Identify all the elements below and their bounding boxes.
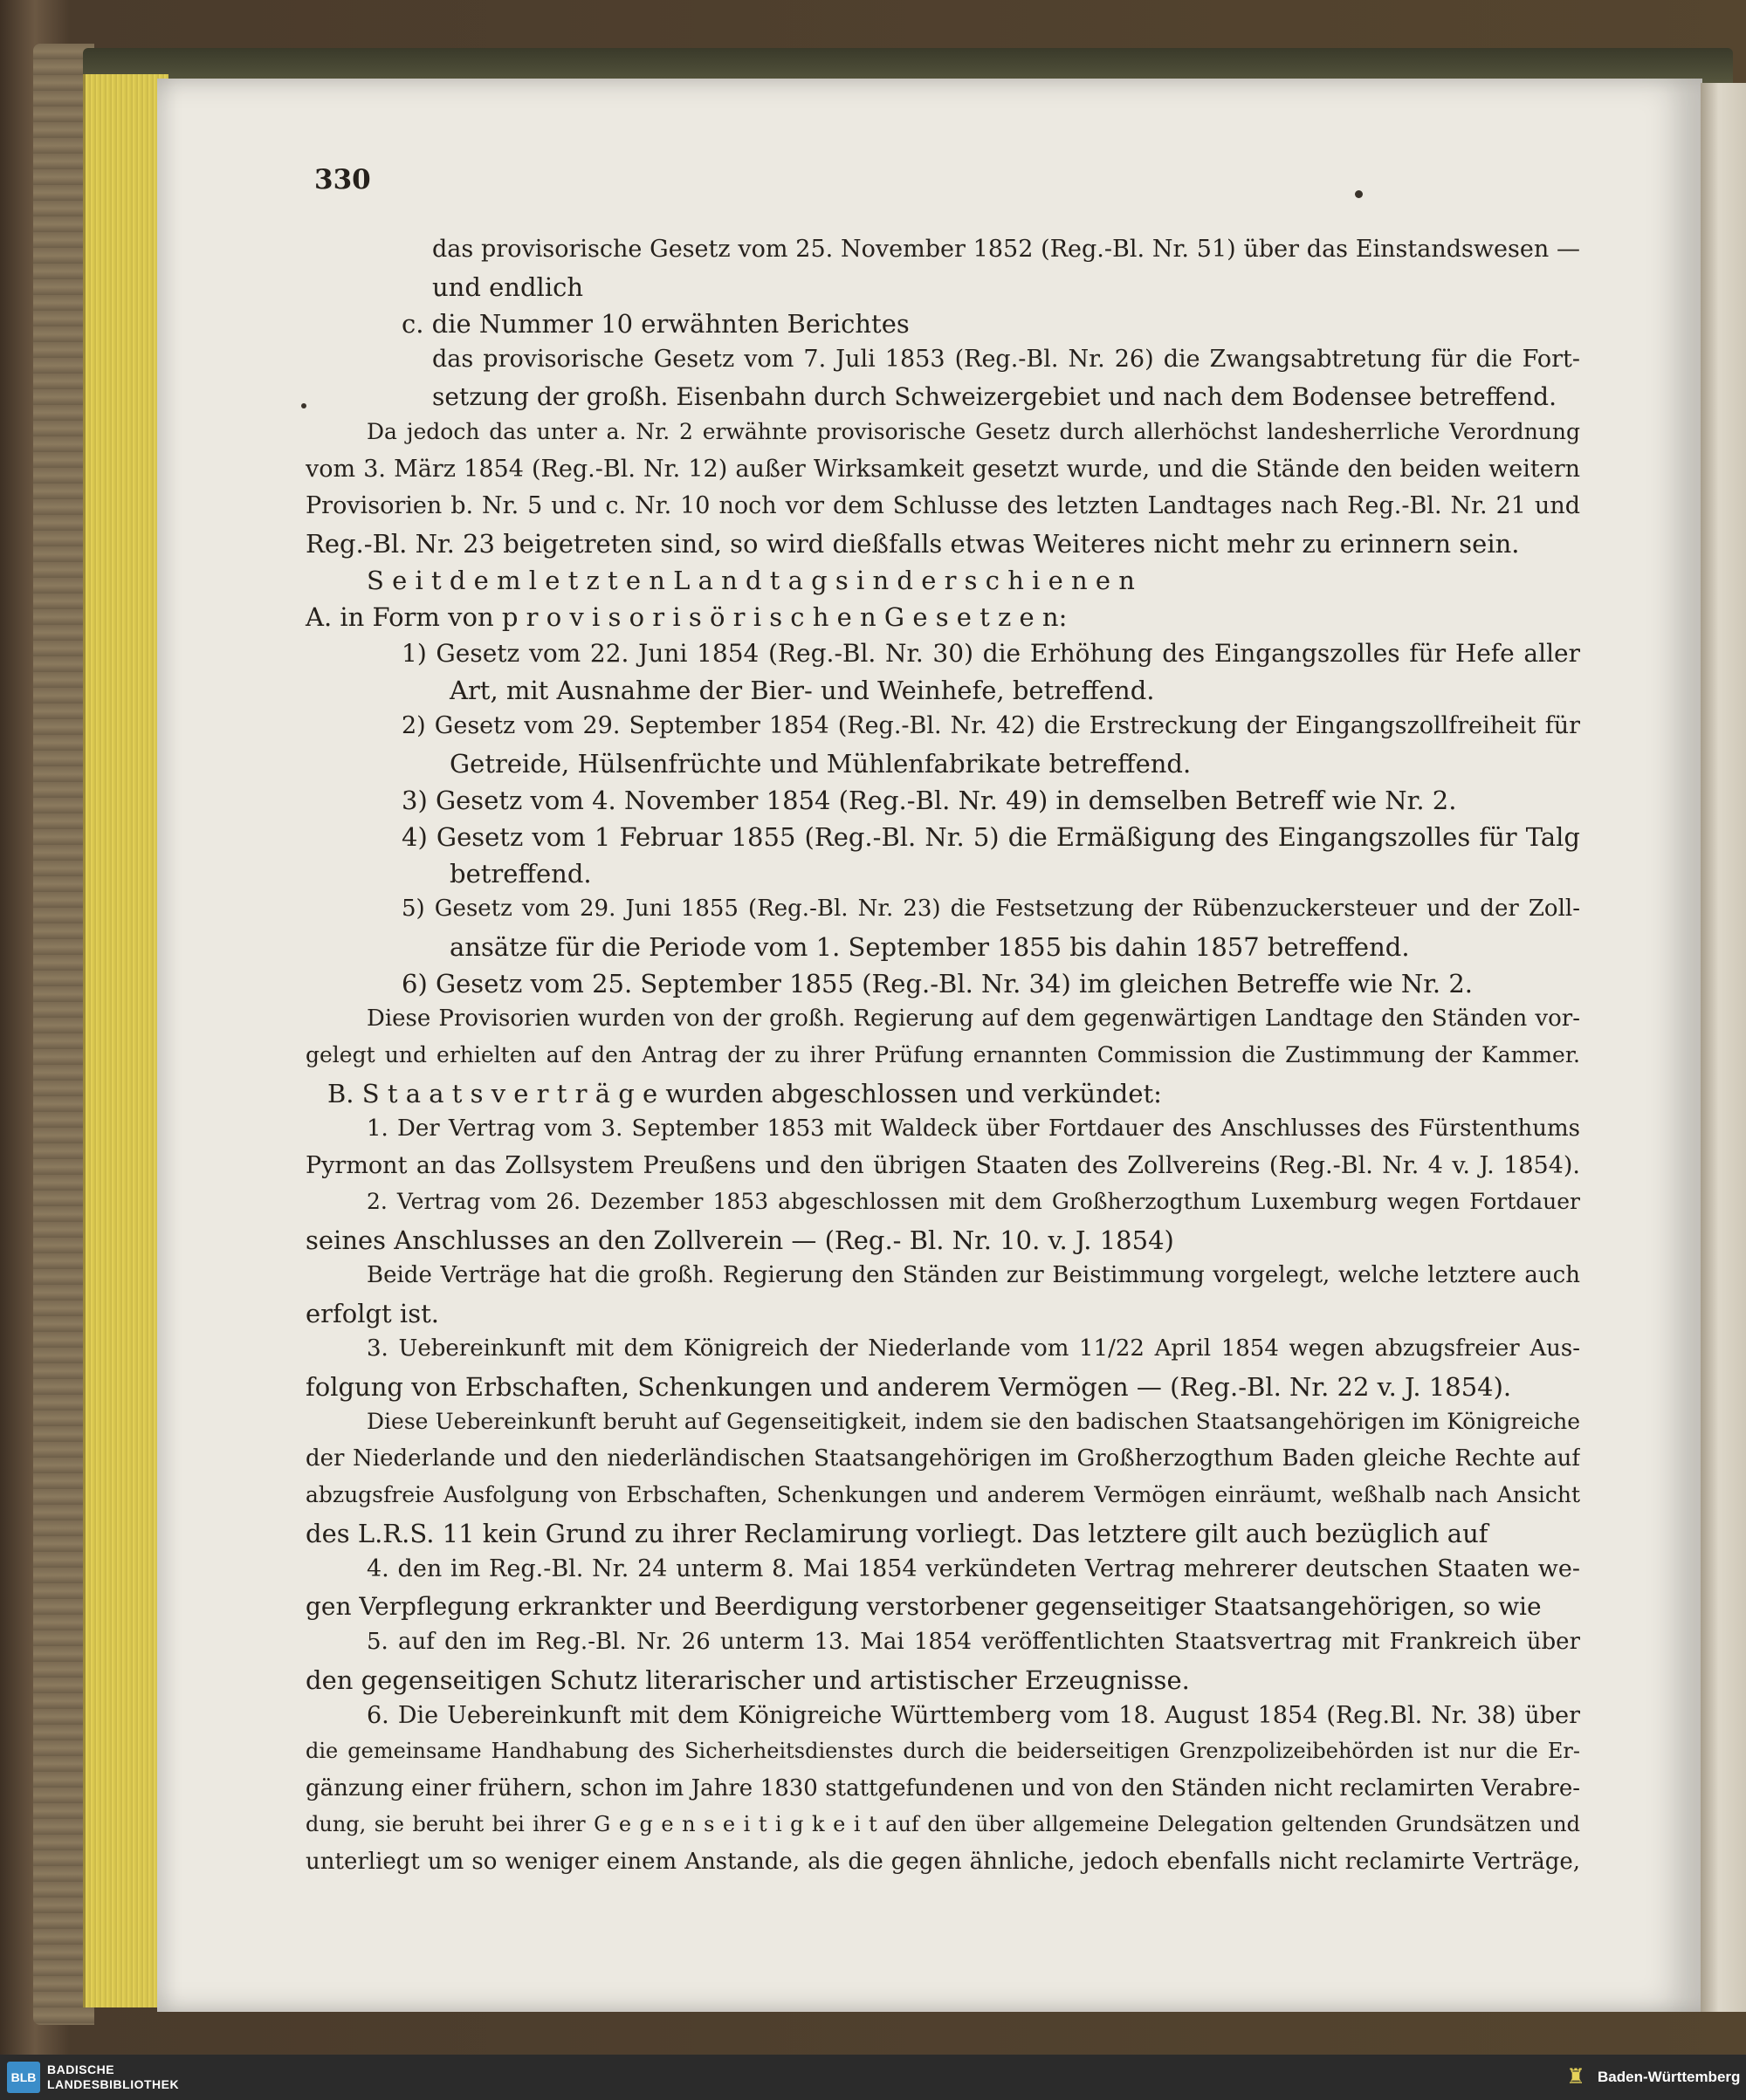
- text-line: Reg.-Bl. Nr. 23 beigetreten sind, so wird dießfalls etwas Weiteres nicht mehr zu erinnern sein.: [306, 529, 1520, 559]
- state-name: Baden-Württemberg: [1598, 2069, 1741, 2085]
- text-line: gänzung einer frühern, schon im Jahre 1830 stattgefundenen und von den Ständen nicht reclamirten Verabre-: [306, 1775, 1580, 1801]
- text-line: S e i t d e m l e t z t e n L a n d t a g s i n d e r s c h i e n e n: [367, 566, 1135, 595]
- text-line: Da jedoch das unter a. Nr. 2 erwähnte provisorische Gesetz durch allerhöchst landesherrliche Verordnung: [367, 419, 1580, 444]
- text-line: Diese Provisorien wurden von der großh. Regierung auf dem gegenwärtigen Landtage den Ständen vor-: [367, 1005, 1580, 1032]
- text-line: Diese Uebereinkunft beruht auf Gegenseitigkeit, indem sie den badischen Staatsangehörigen im Königreiche: [367, 1409, 1580, 1434]
- coat-of-arms-icon: ♜: [1566, 2065, 1585, 2089]
- text-line: und endlich: [432, 272, 584, 302]
- text-line: Getreide, Hülsenfrüchte und Mühlenfabrikate betreffend.: [450, 749, 1192, 779]
- text-line: das provisorische Gesetz vom 7. Juli 1853 (Reg.-Bl. Nr. 26) die Zwangsabtretung für die Fort-: [432, 346, 1580, 373]
- text-line: erfolgt ist.: [306, 1299, 439, 1328]
- text-line: dung, sie beruht bei ihrer G e g e n s e i t i g k e i t auf den über allgemeine Delegation geltenden Grundsätzen und: [306, 1812, 1580, 1836]
- text-line: c. die Nummer 10 erwähnten Berichtes: [402, 309, 910, 339]
- text-line: B. S t a a t s v e r t r ä g e wurden abgeschlossen und verkündet:: [327, 1079, 1162, 1108]
- text-line: 1) Gesetz vom 22. Juni 1854 (Reg.-Bl. Nr. 30) die Erhöhung des Eingangszolles für Hefe aller: [402, 639, 1580, 668]
- text-line: der Niederlande und den niederländischen Staatsangehörigen im Großherzogthum Baden gleiche Rechte auf: [306, 1445, 1580, 1472]
- text-line: die gemeinsame Handhabung des Sicherheitsdienstes durch die beiderseitigen Grenzpolizeibehörden ist nur die Er-: [306, 1739, 1580, 1763]
- library-name: [47, 2062, 179, 2092]
- text-line: vom 3. März 1854 (Reg.-Bl. Nr. 12) außer Wirksamkeit gesetzt wurde, und die Stände den beiden weitern: [306, 456, 1580, 483]
- text-line: 1. Der Vertrag vom 3. September 1853 mit Waldeck über Fortdauer des Anschlusses des Fürstenthums: [367, 1115, 1580, 1142]
- ink-spot: [1355, 190, 1363, 198]
- text-line: Pyrmont an das Zollsystem Preußens und den übrigen Staaten des Zollvereins (Reg.-Bl. Nr. 4 v. J. 1854).: [306, 1152, 1580, 1179]
- text-line: ansätze für die Periode vom 1. September 1855 bis dahin 1857 betreffend.: [450, 932, 1410, 962]
- text-line: 3) Gesetz vom 4. November 1854 (Reg.-Bl. Nr. 49) in demselben Betreff wie Nr. 2.: [402, 786, 1457, 815]
- library-name-line1: BADISCHE: [47, 2062, 115, 2076]
- text-line: den gegenseitigen Schutz literarischer und artistischer Erzeugnisse.: [306, 1665, 1190, 1695]
- text-line: 6. Die Uebereinkunft mit dem Königreiche Württemberg vom 18. August 1854 (Reg.Bl. Nr. 38) über: [367, 1702, 1580, 1729]
- text-line: Art, mit Ausnahme der Bier- und Weinhefe, betreffend.: [450, 676, 1155, 705]
- text-line: gelegt und erhielten auf den Antrag der zu ihrer Prüfung ernannten Commission die Zustimmung der Kammer.: [306, 1042, 1580, 1067]
- text-line: 4) Gesetz vom 1 Februar 1855 (Reg.-Bl. Nr. 5) die Ermäßigung des Eingangszolles für Talg: [402, 822, 1580, 852]
- text-line: 2. Vertrag vom 26. Dezember 1853 abgeschlossen mit dem Großherzogthum Luxemburg wegen Fortdauer: [367, 1189, 1580, 1214]
- ink-spot: [301, 403, 306, 408]
- text-line: setzung der großh. Eisenbahn durch Schweizergebiet und nach dem Bodensee betreffend.: [432, 382, 1557, 411]
- text-line: 3. Uebereinkunft mit dem Königreich der Niederlande vom 11/22 April 1854 wegen abzugsfreier Aus-: [367, 1335, 1580, 1362]
- text-line: das provisorische Gesetz vom 25. November 1852 (Reg.-Bl. Nr. 51) über das Einstandswesen —: [432, 236, 1580, 263]
- library-name-line2: LANDESBIBLIOTHEK: [47, 2077, 180, 2091]
- text-line: des L.R.S. 11 kein Grund zu ihrer Reclamirung vorliegt. Das letztere gilt auch bezüglich auf: [306, 1519, 1488, 1548]
- text-line: seines Anschlusses an den Zollverein — (Reg.- Bl. Nr. 10. v. J. 1854): [306, 1225, 1174, 1255]
- text-line: Provisorien b. Nr. 5 und c. Nr. 10 noch vor dem Schlusse des letzten Landtages nach Reg.-Bl. Nr. 21 und: [306, 492, 1580, 519]
- page-edges: [83, 74, 168, 2007]
- page-number: 330: [314, 164, 371, 196]
- blb-logo: BLB: [7, 2062, 40, 2093]
- text-line: gen Verpflegung erkrankter und Beerdigung verstorbener gegenseitiger Staatsangehörigen, so wie: [306, 1592, 1542, 1621]
- next-page-edge: [1701, 83, 1746, 2012]
- text-line: 5) Gesetz vom 29. Juni 1855 (Reg.-Bl. Nr. 23) die Festsetzung der Rübenzuckersteuer und der Zoll-: [402, 896, 1580, 922]
- text-line: Beide Verträge hat die großh. Regierung den Ständen zur Beistimmung vorgelegt, welche letztere auch: [367, 1262, 1580, 1288]
- text-line: abzugsfreie Ausfolgung von Erbschaften, Schenkungen und anderem Vermögen einräumt, weßhalb nach Ansicht: [306, 1482, 1580, 1507]
- text-line: A. in Form von p r o v i s o r i s ö r i s c h e n G e s e t z e n:: [306, 602, 1068, 632]
- text-line: betreffend.: [450, 859, 592, 889]
- text-line: 4. den im Reg.-Bl. Nr. 24 unterm 8. Mai 1854 verkündeten Vertrag mehrerer deutschen Staaten we-: [367, 1555, 1580, 1582]
- book-cover-top: [83, 48, 1733, 83]
- text-line: 2) Gesetz vom 29. September 1854 (Reg.-Bl. Nr. 42) die Erstreckung der Eingangszollfreiheit für: [402, 712, 1580, 739]
- text-line: unterliegt um so weniger einem Anstande, als die gegen ähnliche, jedoch ebenfalls nicht reclamirte Verträge,: [306, 1849, 1580, 1875]
- viewer-footer: [0, 2055, 1746, 2100]
- text-line: 6) Gesetz vom 25. September 1855 (Reg.-Bl. Nr. 34) im gleichen Betreffe wie Nr. 2.: [402, 969, 1473, 999]
- text-line: folgung von Erbschaften, Schenkungen und anderem Vermögen — (Reg.-Bl. Nr. 22 v. J. 1854).: [306, 1372, 1512, 1402]
- text-line: 5. auf den im Reg.-Bl. Nr. 26 unterm 13. Mai 1854 veröffentlichten Staatsvertrag mit Frankreich über: [367, 1629, 1580, 1655]
